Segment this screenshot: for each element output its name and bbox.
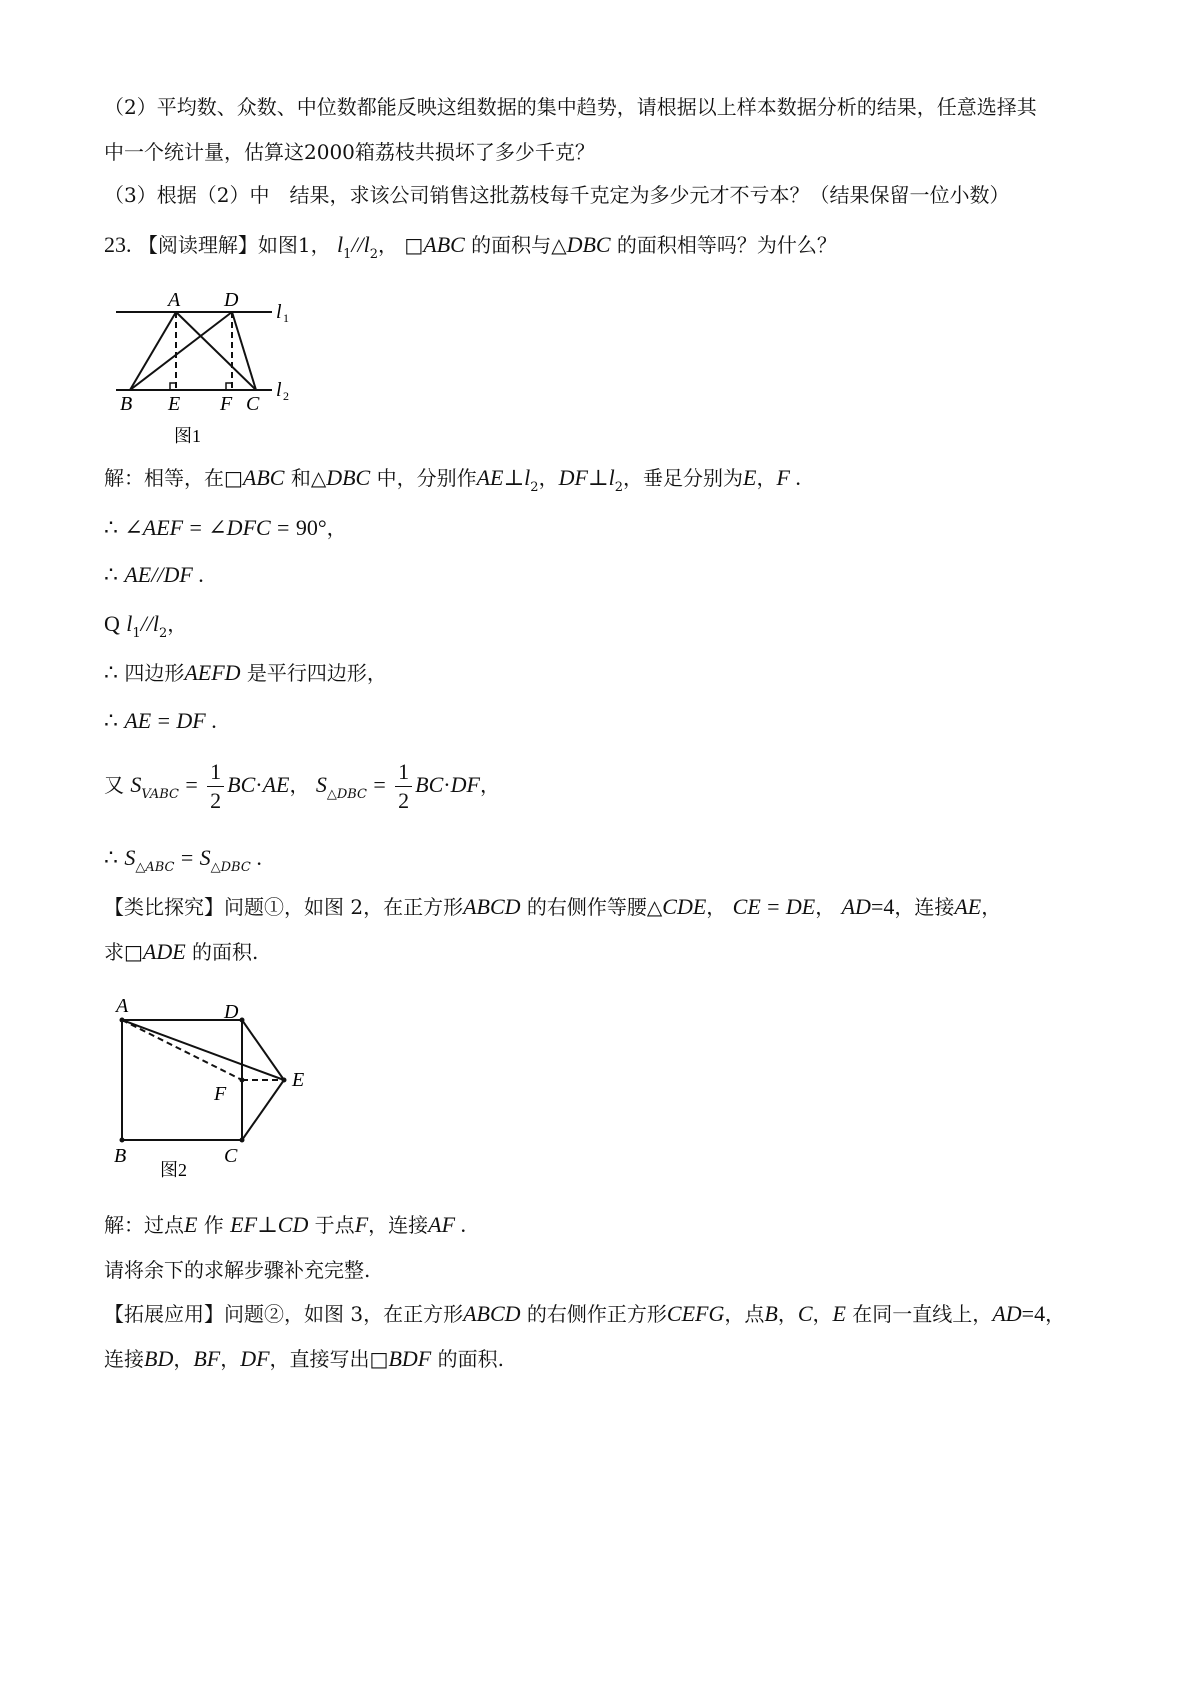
figure-2-points — [120, 1018, 287, 1143]
extension-problem-line-1: 【拓展应用】问题②，如图 3，在正方形ABCD 的右侧作正方形CEFG，点B，C，E 在同一直线上，AD=4， — [104, 1301, 1066, 1326]
solution-2-instruction: 请将余下的求解步骤补充完整. — [104, 1258, 371, 1282]
step-given: Q $l_1//l_2$， — [104, 611, 188, 641]
step-parallelogram: ∴ 四边形AEFD 是平行四边形， — [104, 660, 387, 685]
question-2-line-2: 中一个统计量，估算这2000箱荔枝共损坏了多少千克？ — [104, 140, 595, 164]
fig2-caption: 图2 — [160, 1160, 187, 1180]
step-parallel: ∴ AE//DF . — [104, 562, 204, 587]
step-conclusion: ∴ $S_{\triangle ABC} = S_{\triangle DBC}$ . — [104, 845, 262, 875]
fig1-label-C: C — [246, 393, 260, 415]
fig1-label-E: E — [168, 393, 181, 415]
fig2-label-D: D — [224, 1001, 239, 1023]
fig2-label-A: A — [116, 995, 129, 1017]
fig2-label-C: C — [224, 1145, 238, 1167]
step-area-formulas: 又 $S_{VABC}$ = $\frac{1}{2}$ BC·AE， $S_{\triangle DBC}$ = $\frac{1}{2}$ BC·DF， — [104, 759, 500, 813]
analog-problem-line-2: 求□ADE 的面积. — [104, 939, 259, 964]
step-equal: ∴ AE = DF . — [104, 708, 217, 733]
fig1-label-B: B — [120, 393, 133, 415]
figure-2 — [108, 990, 328, 1190]
question-23-prompt: 23. 【阅读理解】如图1， $l_1//l_2$， □ABC 的面积与△DBC 的面积相等吗？为什么？ — [104, 232, 837, 262]
fig1-label-l1-sub: 1 — [283, 311, 289, 325]
step-angle: ∴ ∠AEF = ∠DFC = 90°， — [104, 515, 347, 540]
solution-1-intro: 解：相等，在□ABC 和△DBC 中，分别作$AE\perp l_2$，$DF\perp l_2$，垂足分别为E，F . — [104, 465, 801, 495]
fraction-half-2: $\frac{1}{2}$ — [395, 758, 412, 815]
fig2-label-E: E — [292, 1069, 305, 1091]
fig2-label-F: F — [214, 1083, 227, 1105]
figure-1 — [110, 282, 310, 452]
fig1-label-F: F — [220, 393, 233, 415]
question-2-line-1: （2）平均数、众数、中位数都能反映这组数据的集中趋势，请根据以上样本数据分析的结果，任意选择其 — [104, 95, 1037, 119]
fig1-label-D: D — [224, 289, 239, 311]
solution-2-intro: 解：过点E 作 EF⊥CD 于点F，连接AF . — [104, 1212, 467, 1237]
figure-2-lines — [122, 1020, 284, 1140]
figure-1-lines — [116, 312, 272, 390]
fig1-label-l1: l — [276, 301, 282, 323]
fig1-caption: 图1 — [174, 426, 201, 446]
fig2-label-B: B — [114, 1145, 127, 1167]
fig1-label-l2: l — [276, 379, 282, 401]
question-3: （3）根据（2）中 结果，求该公司销售这批荔枝每千克定为多少元才不亏本？（结果保留一位小数） — [104, 183, 1010, 207]
fig1-label-A: A — [168, 289, 181, 311]
fig1-label-l2-sub: 2 — [283, 389, 289, 403]
analog-problem-line-1: 【类比探究】问题①，如图 2，在正方形ABCD 的右侧作等腰△CDE， CE = DE， AD=4，连接AE， — [104, 894, 1002, 919]
fraction-half-1: $\frac{1}{2}$ — [207, 758, 224, 815]
extension-problem-line-2: 连接BD，BF，DF，直接写出□BDF 的面积. — [104, 1346, 504, 1371]
